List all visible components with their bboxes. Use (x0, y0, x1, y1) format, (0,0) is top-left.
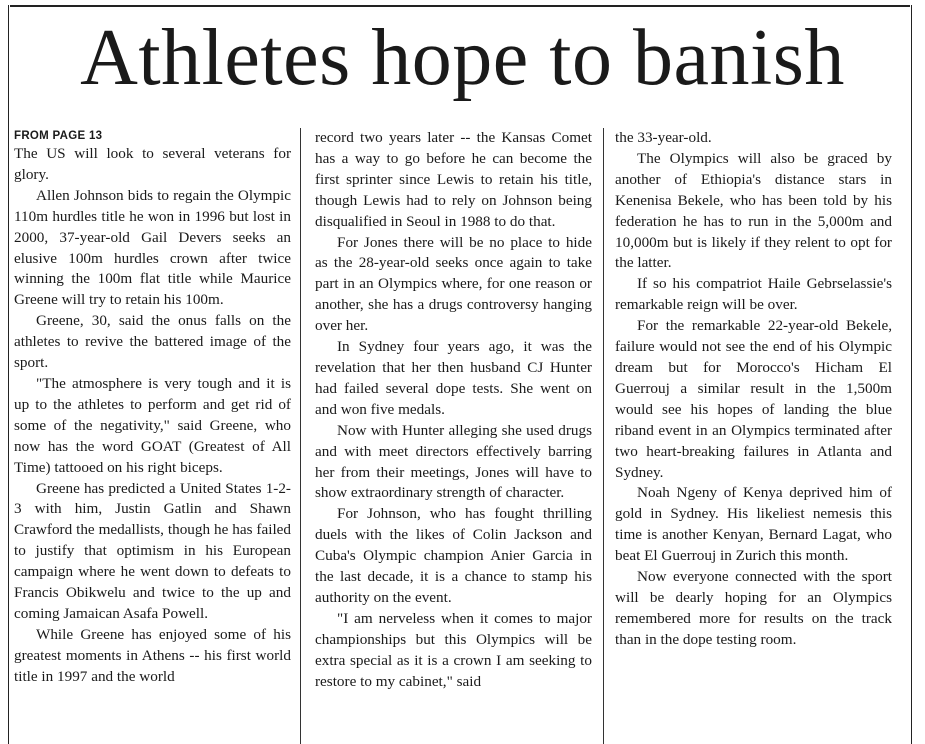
paragraph: The Olympics will also be graced by another of Ethiopia's distance stars in Kenenisa Bekele, who has been told by his federation he has to run in the 5,000m and 10,000m but is likely if they relent to opt for the latter. (615, 149, 892, 272)
paragraph: Greene has predicted a United States 1-2-3 with him, Justin Gatlin and Shawn Crawford the medallists, though he has failed to justify that optimism in his European campaign where he went down to defeats to Francis Obikwelu and twice to the up and coming Jamaican Asafa Powell. (14, 479, 291, 622)
article-column-2 (315, 128, 592, 692)
headline: Athletes hope to banish (80, 14, 845, 102)
paragraph: the 33-year-old. (615, 129, 712, 146)
paragraph: For Johnson, who has fought thrilling duels with the likes of Colin Jackson and Cuba's Olympic champion Anier Garcia in the last decade, it is a chance to stamp his authority on the event. (315, 505, 592, 606)
paragraph: Noah Ngeny of Kenya deprived him of gold in Sydney. His likeliest nemesis this time is another Kenyan, Bernard Lagat, who beat El Guerrouj in Zurich this month. (615, 484, 892, 565)
article-column-1 (14, 128, 291, 688)
paragraph: Now with Hunter alleging she used drugs and with meet directors effectively barring her from their meetings, Jones will have to show extraordinary strength of character. (315, 421, 592, 502)
column-divider (300, 128, 301, 744)
paragraph: For the remarkable 22-year-old Bekele, failure would not see the end of his Olympic dream but for Morocco's Hicham El Guerrouj a similar result in the 1,500m would see his hopes of landing the blue riband event in an Olympics terminated after two heart-breaking failures in Atlanta and Sydney. (615, 317, 892, 481)
continued-from-label: FROM PAGE 13 (14, 130, 103, 142)
top-rule (10, 5, 910, 7)
paragraph: The US will look to several veterans for glory. (14, 145, 291, 183)
paragraph: "I am nerveless when it comes to major championships but this Olympics will be extra special as it is a crown I am seeking to restore to my cabinet," said (315, 609, 592, 690)
paragraph: For Jones there will be no place to hide as the 28-year-old seeks once again to take part in an Olympics where, for one reason or another, she has a drugs controversy hanging over her. (315, 233, 592, 335)
article-column-3 (615, 128, 892, 651)
paragraph: In Sydney four years ago, it was the revelation that her then husband CJ Hunter had failed several dope tests. She went on and won five medals. (315, 338, 592, 418)
left-border-rule (8, 5, 9, 744)
paragraph: Allen Johnson bids to regain the Olympic 110m hurdles title he won in 1996 but lost in 2000, 37-year-old Gail Devers seeks an elusive 100m hurdles crown after twice winning the 100m flat title while Maurice Greene will try to retain his 100m. (14, 186, 291, 309)
paragraph: "The atmosphere is very tough and it is up to the athletes to perform and get rid of some of the negativity," said Greene, who now has the word GOAT (Greatest of All Time) tattooed on his right biceps. (14, 374, 291, 476)
paragraph: record two years later -- the Kansas Comet has a way to go before he can become the first sprinter since Lewis to retain his title, though Lewis had to rely on Johnson being disqualified in Seoul in 1988 to do that. (315, 129, 592, 230)
paragraph: While Greene has enjoyed some of his greatest moments in Athens -- his first world title in 1997 and the world (14, 625, 291, 685)
paragraph: Greene, 30, said the onus falls on the athletes to revive the battered image of the sport. (14, 312, 291, 372)
column-divider (603, 128, 604, 744)
right-border-rule (911, 5, 912, 744)
paragraph: If so his compatriot Haile Gebrselassie's remarkable reign will be over. (615, 275, 892, 314)
paragraph: Now everyone connected with the sport will be dearly hoping for an Olympics remembered more for results on the track than in the dope testing room. (615, 568, 892, 648)
